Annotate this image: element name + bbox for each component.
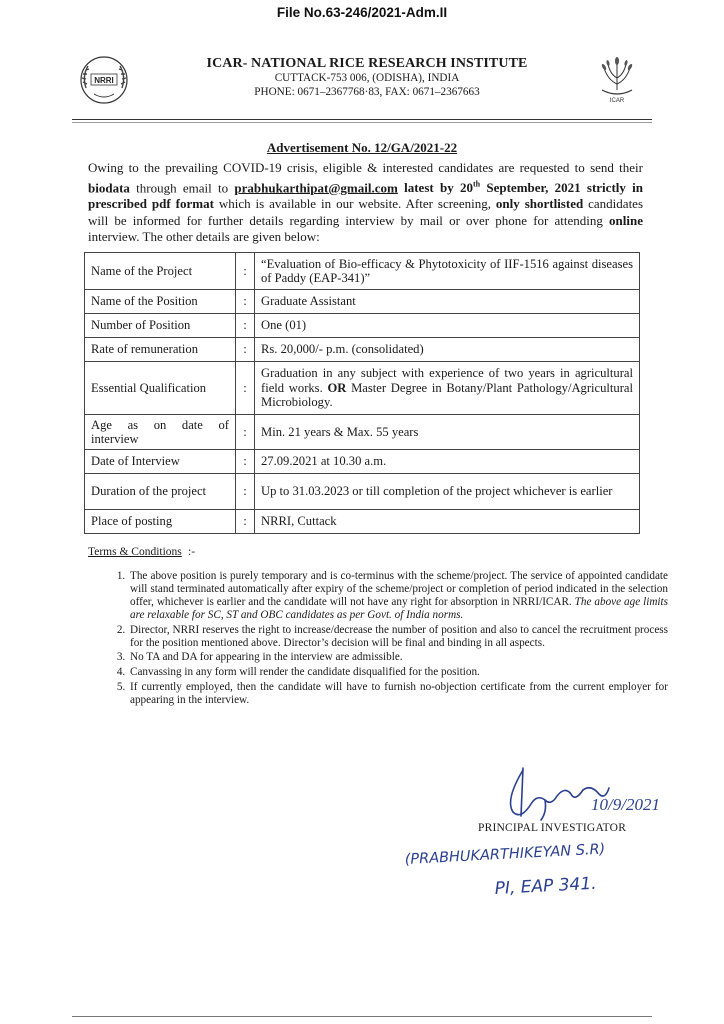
nrri-logo-icon: [78, 54, 130, 106]
list-item: 1. The above position is purely temporary and is co-terminus with the scheme/project. The service of appointed candidate will stand terminated automatically after expiry of the scheme/project or completion of period indicated in the selection offer, whichever is earlier and the candidate will not have any right for absorption in NRRI/ICAR. The above age limits are relaxable for SC, ST and OBC candidates as per Govt. of India norms.: [128, 570, 668, 622]
file-number: File No.63-246/2021-Adm.II: [276, 5, 448, 20]
row-colon: :: [236, 290, 255, 314]
svg-text:ICAR: ICAR: [609, 98, 625, 104]
table-row: [85, 314, 640, 338]
institute-address: CUTTACK-753 006, (ODISHA), INDIA: [274, 72, 460, 84]
row-value: Graduation in any subject with experience of two years in agricultural field works. OR Master Degree in Botany/Plant Pathology/Agricultural Microbiology.: [255, 362, 640, 415]
row-label: Number of Position: [85, 314, 236, 338]
list-item: 4. Canvassing in any form will render the candidate disqualified for the position.: [128, 666, 668, 679]
row-value: NRRI, Cuttack: [255, 510, 640, 534]
row-label: Age as on date of interview: [85, 415, 236, 450]
table-row: [85, 362, 640, 415]
table-row: [85, 450, 640, 474]
table-row: [85, 290, 640, 314]
row-label: Essential Qualification: [85, 362, 236, 415]
row-value: Up to 31.03.2023 or till completion of the project whichever is earlier: [255, 474, 640, 510]
row-colon: :: [236, 362, 255, 415]
contact-email: prabhukarthipat@gmail.com: [234, 179, 398, 195]
row-value: Rs. 20,000/- p.m. (consolidated): [255, 338, 640, 362]
table-row: [85, 474, 640, 510]
intro-online: online: [609, 212, 643, 228]
header-divider-thin: [72, 122, 652, 123]
list-item: 5. If currently employed, then the candidate will have to furnish no-objection certificate from the current employer for appearing in the interview.: [128, 681, 668, 707]
row-colon: :: [236, 415, 255, 450]
header-divider: [72, 119, 652, 120]
list-item: 2. Director, NRRI reserves the right to increase/decrease the number of position and also to cancel the recruitment process for the position mentioned above. Director’s decision will be final and binding in all aspects.: [128, 624, 668, 650]
svg-text:NRRI: NRRI: [94, 76, 114, 85]
footer-divider: [72, 1016, 652, 1017]
row-colon: :: [236, 474, 255, 510]
row-label: Date of Interview: [85, 450, 236, 474]
intro-shortlisted: only shortlisted: [495, 196, 584, 212]
row-label: Place of posting: [85, 510, 236, 534]
row-colon: :: [236, 314, 255, 338]
table-row: [85, 338, 640, 362]
icar-logo-icon: [594, 54, 640, 104]
row-value: “Evaluation of Bio-efficacy & Phytotoxicity of IIF-1516 against diseases of Paddy (EAP-341)”: [255, 253, 640, 290]
svg-text:PI, EAP 341.: PI, EAP 341.: [494, 873, 598, 899]
advertisement-title: Advertisement No. 12/GA/2021-22: [266, 140, 458, 155]
row-label: Duration of the project: [85, 474, 236, 510]
row-label: Name of the Position: [85, 290, 236, 314]
row-label: Name of the Project: [85, 253, 236, 290]
terms-heading-suffix: :-: [188, 546, 196, 558]
row-colon: :: [236, 450, 255, 474]
row-value: One (01): [255, 314, 640, 338]
row-colon: :: [236, 510, 255, 534]
row-value: Min. 21 years & Max. 55 years: [255, 415, 640, 450]
list-item: 3. No TA and DA for appearing in the interview are admissible.: [128, 651, 668, 664]
row-value: 27.09.2021 at 10.30 a.m.: [255, 450, 640, 474]
terms-list: [104, 570, 668, 709]
intro-biodata: biodata: [88, 179, 130, 195]
institute-phone: PHONE: 0671–2367768·83, FAX: 0671–2367663: [254, 85, 480, 98]
row-value: Graduate Assistant: [255, 290, 640, 314]
intro-deadline: latest by 20th September, 2021 strictly in prescribed pdf format: [88, 179, 643, 212]
row-colon: :: [236, 253, 255, 290]
intro-paragraph: Owing to the prevailing COVID-19 crisis, eligible & interested candidates are requested to send their biodata through email to prabhukarthipat@gmail.com latest by 20th September, 2021 strictly in prescribed pdf format which is available in our website. After screening, only shortlisted candidates will be informed for further details regarding interview by mail or over phone for attending online interview. The other details are given below:: [88, 160, 644, 245]
table-row: [85, 510, 640, 534]
institute-header: [150, 55, 584, 99]
svg-text:10/9/2021: 10/9/2021: [591, 795, 660, 814]
table-row: [85, 415, 640, 450]
institute-name: ICAR- NATIONAL RICE RESEARCH INSTITUTE: [206, 56, 528, 71]
details-table: [84, 252, 640, 534]
svg-text:(PRABHUKARTHIKEYAN S.R): (PRABHUKARTHIKEYAN S.R): [404, 841, 606, 868]
row-colon: :: [236, 338, 255, 362]
table-row: [85, 253, 640, 290]
row-label: Rate of remuneration: [85, 338, 236, 362]
principal-investigator-label: PRINCIPAL INVESTIGATOR: [478, 822, 627, 834]
terms-heading: Terms & Conditions: [88, 546, 182, 558]
